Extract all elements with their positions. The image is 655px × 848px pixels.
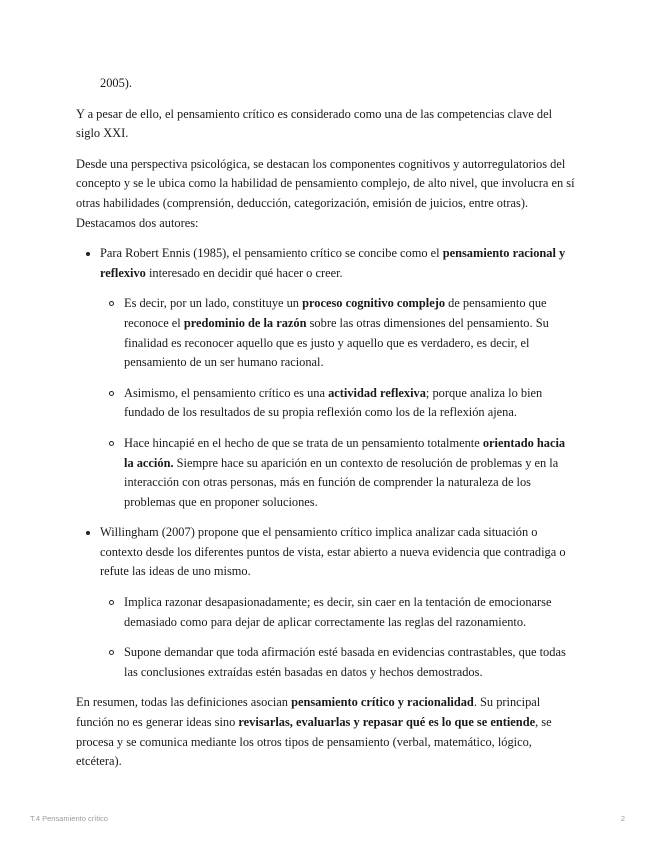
bold-phrase: proceso cognitivo complejo xyxy=(302,296,446,311)
list-item: Implica razonar desapasionadamente; es decir, sin caer en la tentación de emocionarse demasiado como para dejar de aplicar correctamente las reglas del razonamiento. xyxy=(100,593,576,632)
ennis-sublist xyxy=(100,294,576,512)
list-item: Supone demandar que toda afirmación esté basada en evidencias contrastables, que todas las conclusiones extraídas estén basadas en datos y hechos demostrados. xyxy=(100,643,576,682)
list-item: Asimismo, el pensamiento crítico es una actividad reflexiva; porque analiza lo bien fundado de los resultados de su propia reflexión como los de la reflexión ajena. xyxy=(100,384,576,423)
document-body xyxy=(76,74,576,783)
bold-phrase: predominio de la razón xyxy=(183,315,307,330)
willingham-sublist xyxy=(100,593,576,682)
list-item-willingham: Willingham (2007) propone que el pensamiento crítico implica analizar cada situación o contexto desde los diferentes puntos de vista, estar abierto a nueva evidencia que contradiga o refute las ideas de uno mismo. Implica razonar desapasionadamente; es decir, sin caer en la tentación de emocionarse demasiado como para dejar de aplicar correctamente las reglas del razonamiento. Supone demandar que toda afirmación esté basada en evidencias contrastables, que todas las conclusiones extraídas estén basadas en datos y hechos demostrados. xyxy=(76,523,576,682)
authors-list xyxy=(76,244,576,682)
bold-phrase: revisarlas, evaluarlas y repasar qué es lo que se entiende xyxy=(238,715,536,730)
footer-title: T.4 Pensamiento crítico xyxy=(30,814,108,823)
paragraph-perspectiva: Desde una perspectiva psicológica, se destacan los componentes cognitivos y autorregulatorios del concepto y se le ubica como la habilidad de pensamiento complejo, de alto nivel, que involucra en sí otras habilidades (comprensión, deducción, categorización, emisión de juicios, entre otras). Destacamos dos autores: xyxy=(76,156,575,230)
bold-phrase: actividad reflexiva xyxy=(328,385,426,400)
continuation-paragraph: 2005). xyxy=(100,76,133,90)
bold-phrase: pensamiento racional y reflexivo xyxy=(100,246,566,280)
list-item: Es decir, por un lado, constituye un proceso cognitivo complejo de pensamiento que reconoce el predominio de la razón sobre las otras dimensiones del pensamiento. Su finalidad es reconocer aquello que es justo y aquello que es verdadero, es decir, el pensamiento de un ser humano racional. xyxy=(100,294,576,372)
bold-phrase: pensamiento crítico y racionalidad xyxy=(291,695,474,710)
page-number: 2 xyxy=(620,814,625,823)
bold-phrase: orientado hacia la acción. xyxy=(124,435,566,470)
paragraph-resumen: En resumen, todas las definiciones asocian pensamiento crítico y racionalidad. Su principal función no es generar ideas sino revisarlas, evaluarlas y repasar qué es lo que se entiende, se procesa y se comunica mediante los otros tipos de pensamiento (verbal, matemático, lógico, etcétera). xyxy=(76,695,552,769)
list-item-ennis: Para Robert Ennis (1985), el pensamiento crítico se concibe como el pensamiento racional y reflexivo interesado en decidir qué hacer o creer. Es decir, por un lado, constituye un proceso cognitivo complejo de pensamiento que reconoce el predominio de la razón sobre las otras dimensiones del pensamiento. Su finalidad es reconocer aquello que es justo y aquello que es verdadero, es decir, el pensamiento de un ser humano racional. Asimismo, el pensamiento crítico es una actividad reflexiva; porque analiza lo bien fundado de los resultados de su propia reflexión como los de la reflexión ajena. Hace hincapié en el hecho de que se trata de un pensamiento totalmente orientado hacia la acción. Siempre hace su aparición en un contexto de resolución de problemas y en la interacción con otras personas, más en función de comprender la naturaleza de los problemas que en proponer soluciones. xyxy=(76,244,576,512)
paragraph-competencias: Y a pesar de ello, el pensamiento crítico es considerado como una de las competencias clave del siglo XXI. xyxy=(76,106,553,141)
list-item: Hace hincapié en el hecho de que se trata de un pensamiento totalmente orientado hacia la acción. Siempre hace su aparición en un contexto de resolución de problemas y en la interacción con otras personas, más en función de comprender la naturaleza de los problemas que en proponer soluciones. xyxy=(100,434,576,512)
